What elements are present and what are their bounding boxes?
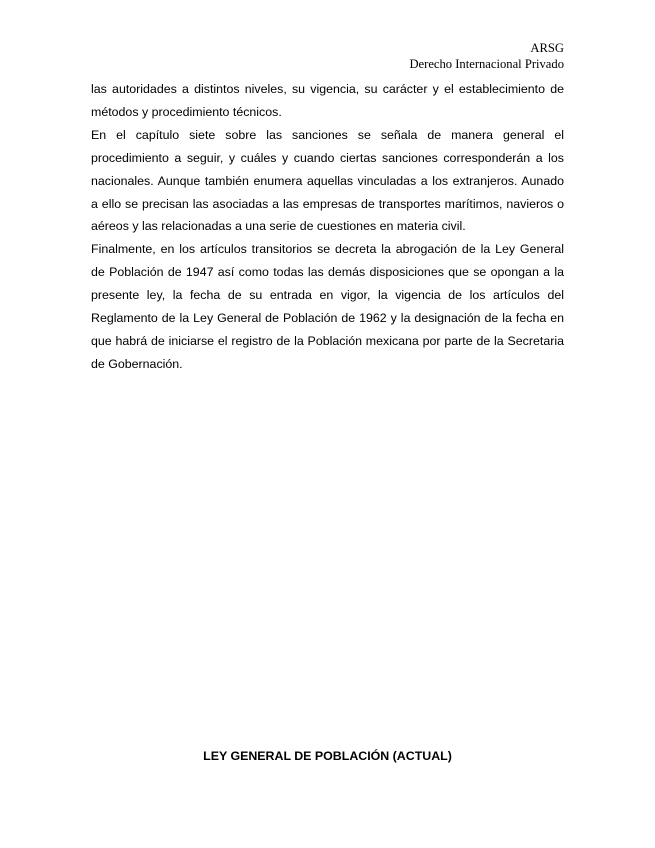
header-author: ARSG [530, 41, 564, 55]
section-title: LEY GENERAL DE POBLACIÓN (ACTUAL) [203, 749, 452, 763]
body-text [91, 78, 564, 376]
paragraph: las autoridades a distintos niveles, su vigencia, su carácter y el establecimiento de métodos y procedimiento técnicos. [91, 82, 564, 119]
paragraph: En el capítulo siete sobre las sanciones se señala de manera general el procedimiento a seguir, y cuáles y cuando ciertas sanciones corresponderán a los nacionales. Aunque también enumera aquellas vinculadas a los extranjeros. Aunado a ello se precisan las asociadas a las empresas de transportes marítimos, navieros o aéreos y las relacionadas a una serie de cuestiones en materia civil. [91, 127, 564, 234]
page-header [409, 40, 564, 72]
paragraph: Finalmente, en los artículos transitorios se decreta la abrogación de la Ley General de Población de 1947 así como todas las demás disposiciones que se opongan a la presente ley, la fecha de su entrada en vigor, la vigencia de los artículos del Reglamento de la Ley General de Población de 1962 y la designación de la fecha en que habrá de iniciarse el registro de la Población mexicana por parte de la Secretaria de Gobernación. [91, 242, 564, 371]
header-subject: Derecho Internacional Privado [409, 57, 564, 71]
